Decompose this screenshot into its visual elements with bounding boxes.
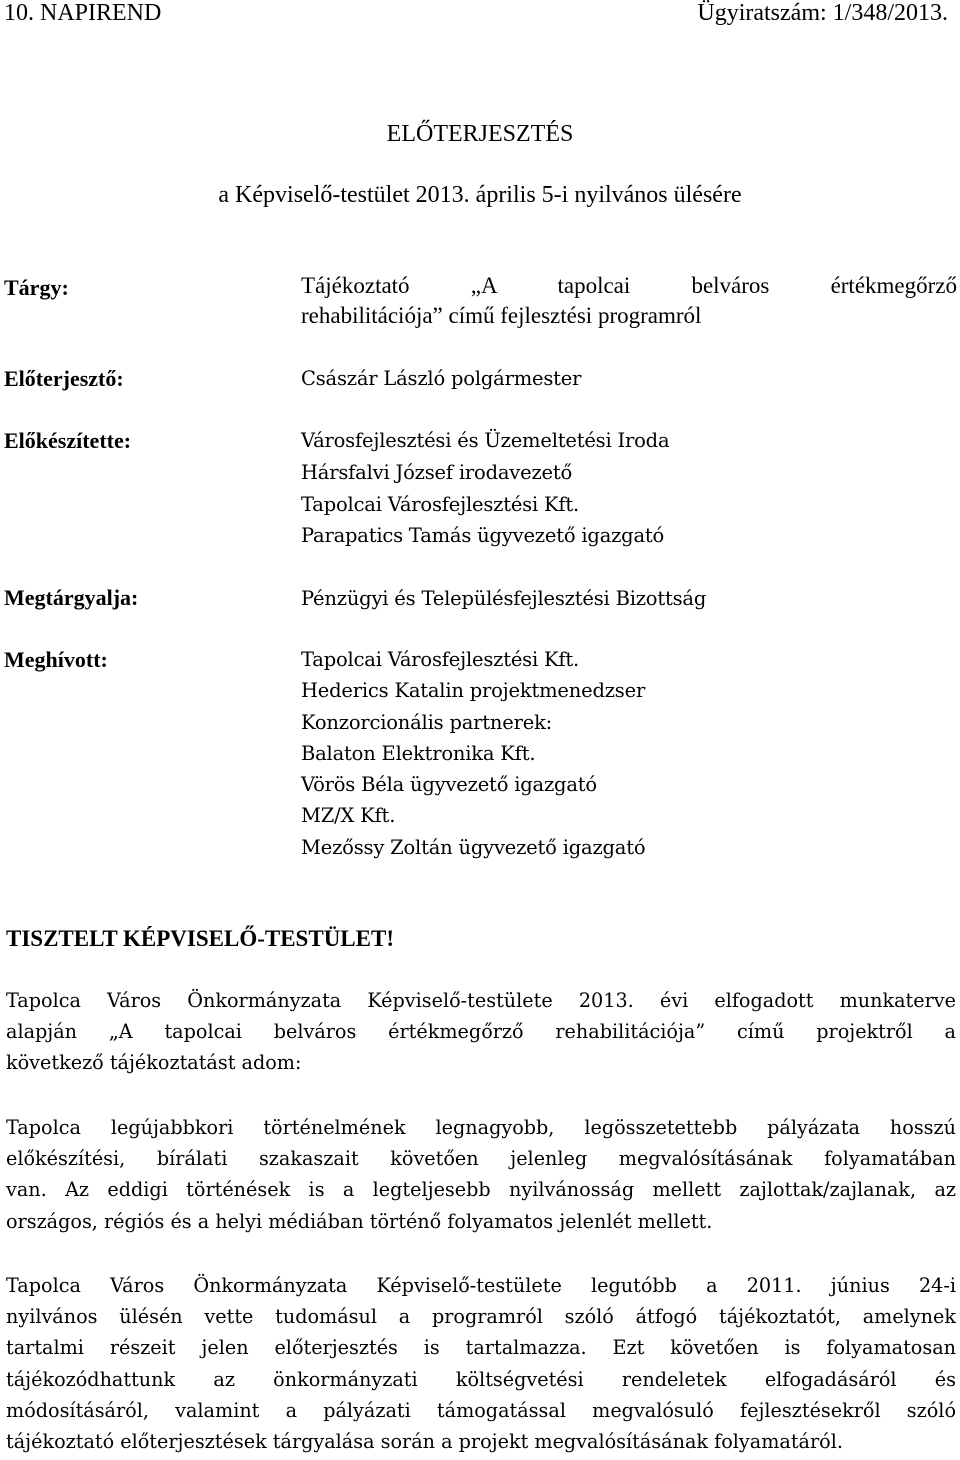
agenda-item: 10. NAPIREND bbox=[4, 0, 162, 26]
file-number: Ügyiratszám: 1/348/2013. bbox=[697, 0, 948, 26]
salutation: TISZTELT KÉPVISELŐ-TESTÜLET! bbox=[6, 926, 394, 951]
paragraph-line: módosításáról, valamint a pályázati támogatással megvalósuló fejlesztésekről szóló bbox=[6, 1398, 956, 1422]
body-paragraph bbox=[6, 1270, 956, 1457]
paragraph-line: Tapolca Város Önkormányzata Képviselő-testülete legutóbb a 2011. június 24-i bbox=[6, 1274, 956, 1297]
invited-label: Meghívott: bbox=[4, 647, 108, 672]
paragraph-line: nyilvános ülésén vette tudomásul a programról szóló átfogó tájékoztatót, amelynek bbox=[6, 1305, 956, 1329]
invited-line: Vörös Béla ügyvezető igazgató bbox=[301, 773, 597, 796]
paragraph-line: Tapolca Város Önkormányzata Képviselő-testülete 2013. évi elfogadott munkaterve bbox=[6, 989, 956, 1012]
prepared-line: Hársfalvi József irodavezető bbox=[301, 461, 573, 484]
paragraph-line: tartalmi részeit jelen előterjesztés is tartalmazza. Ezt követően is folyamatosan bbox=[6, 1336, 956, 1360]
presenter-value: Császár László polgármester bbox=[301, 367, 582, 390]
prepared-line: Városfejlesztési és Üzemeltetési Iroda bbox=[301, 429, 670, 452]
subject-label: Tárgy: bbox=[4, 275, 69, 300]
subject-line-1: Tájékoztató „A tapolcai belváros értékmegőrző bbox=[301, 273, 957, 298]
invited-line: Balaton Elektronika Kft. bbox=[301, 742, 536, 765]
paragraph-line: következő tájékoztatást adom: bbox=[6, 1051, 302, 1075]
paragraph-line: alapján „A tapolcai belváros értékmegőrző rehabilitációja” című projektről a bbox=[6, 1020, 956, 1044]
paragraph-line: tájékoztató előterjesztések tárgyalása során a projekt megvalósításának folyamatáról. bbox=[6, 1430, 843, 1454]
paragraph-line: Tapolca legújabbkori történelmének legnagyobb, legösszetettebb pályázata hosszú bbox=[6, 1116, 956, 1139]
document-title: ELŐTERJESZTÉS bbox=[386, 121, 574, 147]
presenter-label: Előterjesztő: bbox=[4, 366, 124, 391]
invited-line: Hederics Katalin projektmenedzser bbox=[301, 679, 646, 702]
prepared-line: Parapatics Tamás ügyvezető igazgató bbox=[301, 524, 665, 547]
body-paragraph bbox=[6, 985, 956, 1079]
prepared-label: Előkészítette: bbox=[4, 428, 132, 453]
discussed-value: Pénzügyi és Településfejlesztési Bizottság bbox=[301, 587, 707, 610]
document-subtitle: a Képviselő-testület 2013. április 5-i nyilvános ülésére bbox=[218, 182, 742, 208]
invited-line: Konzorcionális partnerek: bbox=[301, 711, 553, 734]
discussed-label: Megtárgyalja: bbox=[4, 585, 139, 610]
invited-line: MZ/X Kft. bbox=[301, 804, 396, 827]
paragraph-line: van. Az eddigi történések is a legteljesebb nyilvánosság mellett zajlottak/zajlanak, az bbox=[6, 1178, 956, 1202]
invited-line: Tapolcai Városfejlesztési Kft. bbox=[301, 648, 580, 671]
invited-line: Mezőssy Zoltán ügyvezető igazgató bbox=[301, 836, 646, 859]
body-paragraph bbox=[6, 1112, 956, 1237]
prepared-line: Tapolcai Városfejlesztési Kft. bbox=[301, 493, 580, 516]
paragraph-line: tájékozódhattunk az önkormányzati költségvetési rendeletek elfogadásáról és bbox=[6, 1367, 956, 1391]
paragraph-line: országos, régiós és a helyi médiában történő folyamatos jelenlét mellett. bbox=[6, 1209, 713, 1233]
paragraph-line: előkészítési, bírálati szakaszait követően jelenleg megvalósításának folyamatában bbox=[6, 1147, 956, 1171]
subject-line-2: rehabilitációja” című fejlesztési programról bbox=[301, 303, 702, 328]
